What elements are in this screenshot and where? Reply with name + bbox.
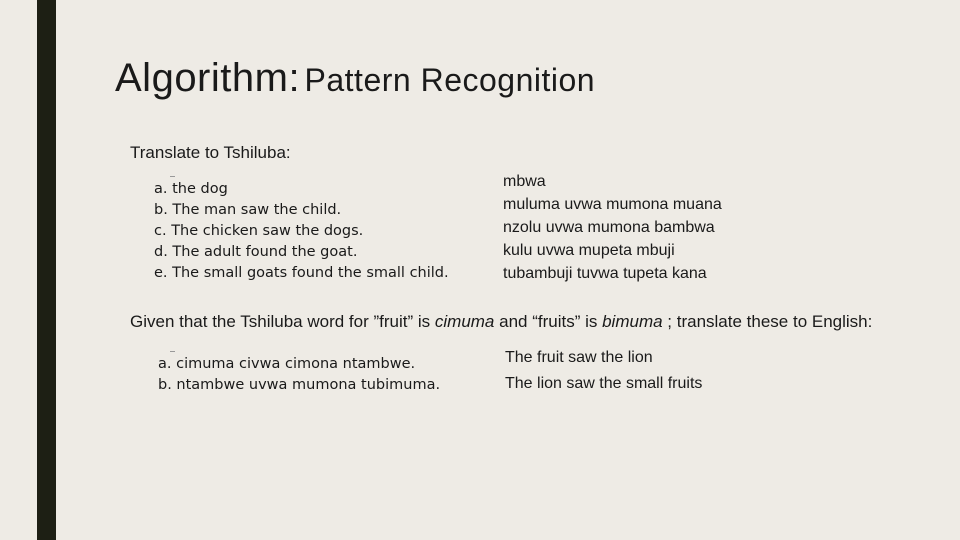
answer-line: The fruit saw the lion [505, 349, 653, 366]
english-answer-list [505, 345, 702, 397]
list-item: b. The man saw the child. [154, 202, 342, 218]
answer-line: The lion saw the small fruits [505, 375, 703, 392]
list-item: c. The chicken saw the dogs. [154, 223, 364, 239]
title-main: Algorithm: [115, 56, 301, 100]
slide-title [115, 56, 595, 101]
list-item: a. the dog [154, 181, 228, 197]
list-item: a. cimuma civwa cimona ntambwe. [158, 356, 416, 372]
given-word-bimuma: bimuma [602, 312, 663, 331]
list-item: b. ntambwe uvwa mumona tubimuma. [158, 377, 441, 393]
list-bullet-dash [170, 176, 175, 177]
given-instruction [130, 312, 872, 332]
tshiluba-sentence-list [158, 354, 440, 396]
tshiluba-answer-list [503, 170, 722, 285]
answer-line: tubambuji tuvwa tupeta kana [503, 265, 707, 282]
answer-line: mbwa [503, 173, 546, 190]
english-sentence-list [154, 179, 449, 284]
given-text-2: and “fruits” is [494, 312, 603, 331]
list-item: e. The small goats found the small child. [154, 265, 449, 281]
title-sub: Pattern Recognition [304, 62, 596, 98]
given-word-cimuma: cimuma [434, 312, 495, 331]
given-text-3: ; translate these to English: [662, 312, 873, 331]
list-bullet-dash [170, 351, 175, 352]
left-accent-bar [37, 0, 56, 540]
answer-line: muluma uvwa mumona muana [503, 196, 722, 213]
answer-line: nzolu uvwa mumona bambwa [503, 219, 715, 236]
list-item: d. The adult found the goat. [154, 244, 358, 260]
answer-line: kulu uvwa mupeta mbuji [503, 242, 675, 259]
given-text-1: Given that the Tshiluba word for ”fruit” is [130, 312, 435, 331]
translate-heading: Translate to Tshiluba: [130, 143, 291, 162]
